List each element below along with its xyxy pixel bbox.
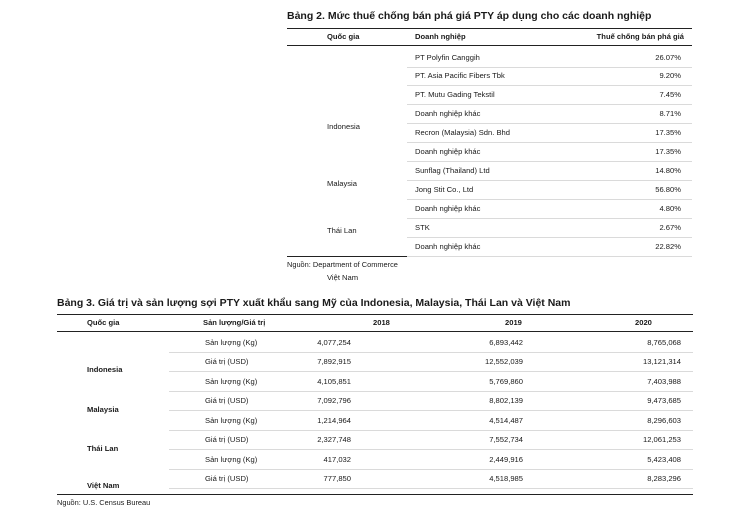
table-row (407, 201, 692, 219)
header-country: Quốc gia (87, 318, 120, 327)
value-2020-cell: 5,423,408 (647, 455, 681, 464)
company-cell: Doanh nghiệp khác (415, 109, 481, 118)
metric-cell: Giá trị (USD) (205, 435, 249, 444)
table-3-source: Nguồn: U.S. Census Bureau (57, 498, 151, 507)
value-2019-cell: 4,518,985 (489, 474, 523, 483)
metric-cell: Giá trị (USD) (205, 357, 249, 366)
table-row (407, 68, 692, 86)
metric-cell: Sản lượng (Kg) (205, 377, 258, 386)
rate-cell: 56.80% (655, 185, 681, 194)
company-cell: Jong Stit Co., Ltd (415, 185, 474, 194)
company-cell: Doanh nghiệp khác (415, 204, 481, 213)
table-row (407, 50, 692, 68)
company-cell: PT. Asia Pacific Fibers Tbk (415, 71, 505, 80)
company-cell: Doanh nghiệp khác (415, 242, 481, 251)
table-row (169, 413, 693, 431)
country-label: Thái Lan (87, 444, 119, 453)
table-row (169, 452, 693, 470)
table-2 (287, 10, 692, 282)
company-cell: Sunflag (Thailand) Ltd (415, 166, 490, 175)
table-2-title: Bảng 2. Mức thuế chống bán phá giá PTY áp dụng cho các doanh nghiệp (287, 10, 652, 22)
table-2-header (287, 28, 692, 46)
metric-cell: Sản lượng (Kg) (205, 416, 258, 425)
table-3-title: Bảng 3. Giá trị và sản lượng sợi PTY xuất khẩu sang Mỹ của Indonesia, Malaysia, Thái Lan và Việt Nam (57, 297, 571, 309)
header-2020: 2020 (635, 318, 652, 327)
value-2018-cell: 1,214,964 (317, 416, 351, 425)
rate-cell: 14.80% (655, 166, 681, 175)
rate-cell: 22.82% (655, 242, 681, 251)
company-cell: Doanh nghiệp khác (415, 147, 481, 156)
table-row (169, 432, 693, 450)
value-2019-cell: 2,449,916 (489, 455, 523, 464)
metric-cell: Giá trị (USD) (205, 474, 249, 483)
value-2020-cell: 8,765,068 (647, 338, 681, 347)
table-row (407, 182, 692, 200)
value-2018-cell: 4,077,254 (317, 338, 351, 347)
header-country: Quốc gia (327, 32, 360, 41)
value-2020-cell: 7,403,988 (647, 377, 681, 386)
rate-cell: 4.80% (659, 204, 681, 213)
value-2019-cell: 4,514,487 (489, 416, 523, 425)
metric-cell: Giá trị (USD) (205, 396, 249, 405)
header-2018: 2018 (373, 318, 390, 327)
value-2018-cell: 7,892,915 (317, 357, 351, 366)
value-2019-cell: 8,802,139 (489, 396, 523, 405)
metric-cell: Sản lượng (Kg) (205, 338, 258, 347)
value-2019-cell: 7,552,734 (489, 435, 523, 444)
table-row (407, 106, 692, 124)
header-rate: Thuế chống bán phá giá (596, 32, 684, 41)
value-2018-cell: 417,032 (323, 455, 351, 464)
value-2020-cell: 12,061,253 (642, 435, 681, 444)
country-label: Indonesia (327, 122, 360, 131)
value-2019-cell: 12,552,039 (484, 357, 523, 366)
country-label: Malaysia (327, 179, 357, 188)
table-3 (57, 297, 693, 507)
table-row (407, 163, 692, 181)
company-cell: STK (415, 223, 430, 232)
value-2020-cell: 8,283,296 (647, 474, 681, 483)
rate-cell: 7.45% (659, 90, 681, 99)
value-2018-cell: 2,327,748 (317, 435, 351, 444)
table-row (407, 220, 692, 238)
table-row (407, 125, 692, 143)
table-row (407, 144, 692, 162)
company-cell: PT Polyfin Canggih (415, 53, 480, 62)
country-label: Việt Nam (87, 481, 120, 490)
table-2-source: Nguồn: Department of Commerce (287, 260, 398, 269)
company-cell: Recron (Malaysia) Sdn. Bhd (415, 128, 510, 137)
value-2020-cell: 13,121,314 (642, 357, 681, 366)
metric-cell: Sản lượng (Kg) (205, 455, 258, 464)
table-row (407, 239, 692, 257)
rate-cell: 17.35% (655, 128, 681, 137)
table-row (169, 471, 693, 489)
value-2019-cell: 6,893,442 (489, 338, 523, 347)
table-row (169, 354, 693, 372)
country-label: Thái Lan (327, 226, 357, 235)
value-2020-cell: 9,473,685 (647, 396, 681, 405)
value-2019-cell: 5,769,860 (489, 377, 523, 386)
table-3-header (57, 314, 693, 332)
rate-cell: 26.07% (655, 53, 681, 62)
rate-cell: 17.35% (655, 147, 681, 156)
rate-cell: 8.71% (659, 109, 681, 118)
country-label: Việt Nam (327, 273, 359, 282)
header-company: Doanh nghiệp (415, 32, 466, 41)
country-label: Indonesia (87, 365, 123, 374)
rate-cell: 9.20% (659, 71, 681, 80)
header-metric: Sản lượng/Giá trị (203, 318, 266, 327)
rate-cell: 2.67% (659, 223, 681, 232)
table-row (407, 87, 692, 105)
country-label: Malaysia (87, 405, 119, 414)
table-row (169, 393, 693, 411)
value-2018-cell: 7,092,796 (317, 396, 351, 405)
company-cell: PT. Mutu Gading Tekstil (415, 90, 495, 99)
value-2020-cell: 8,296,603 (647, 416, 681, 425)
header-2019: 2019 (505, 318, 522, 327)
table-3-body (57, 332, 693, 495)
table-row (169, 335, 693, 353)
value-2018-cell: 4,105,851 (317, 377, 351, 386)
table-row (169, 374, 693, 392)
value-2018-cell: 777,850 (323, 474, 351, 483)
